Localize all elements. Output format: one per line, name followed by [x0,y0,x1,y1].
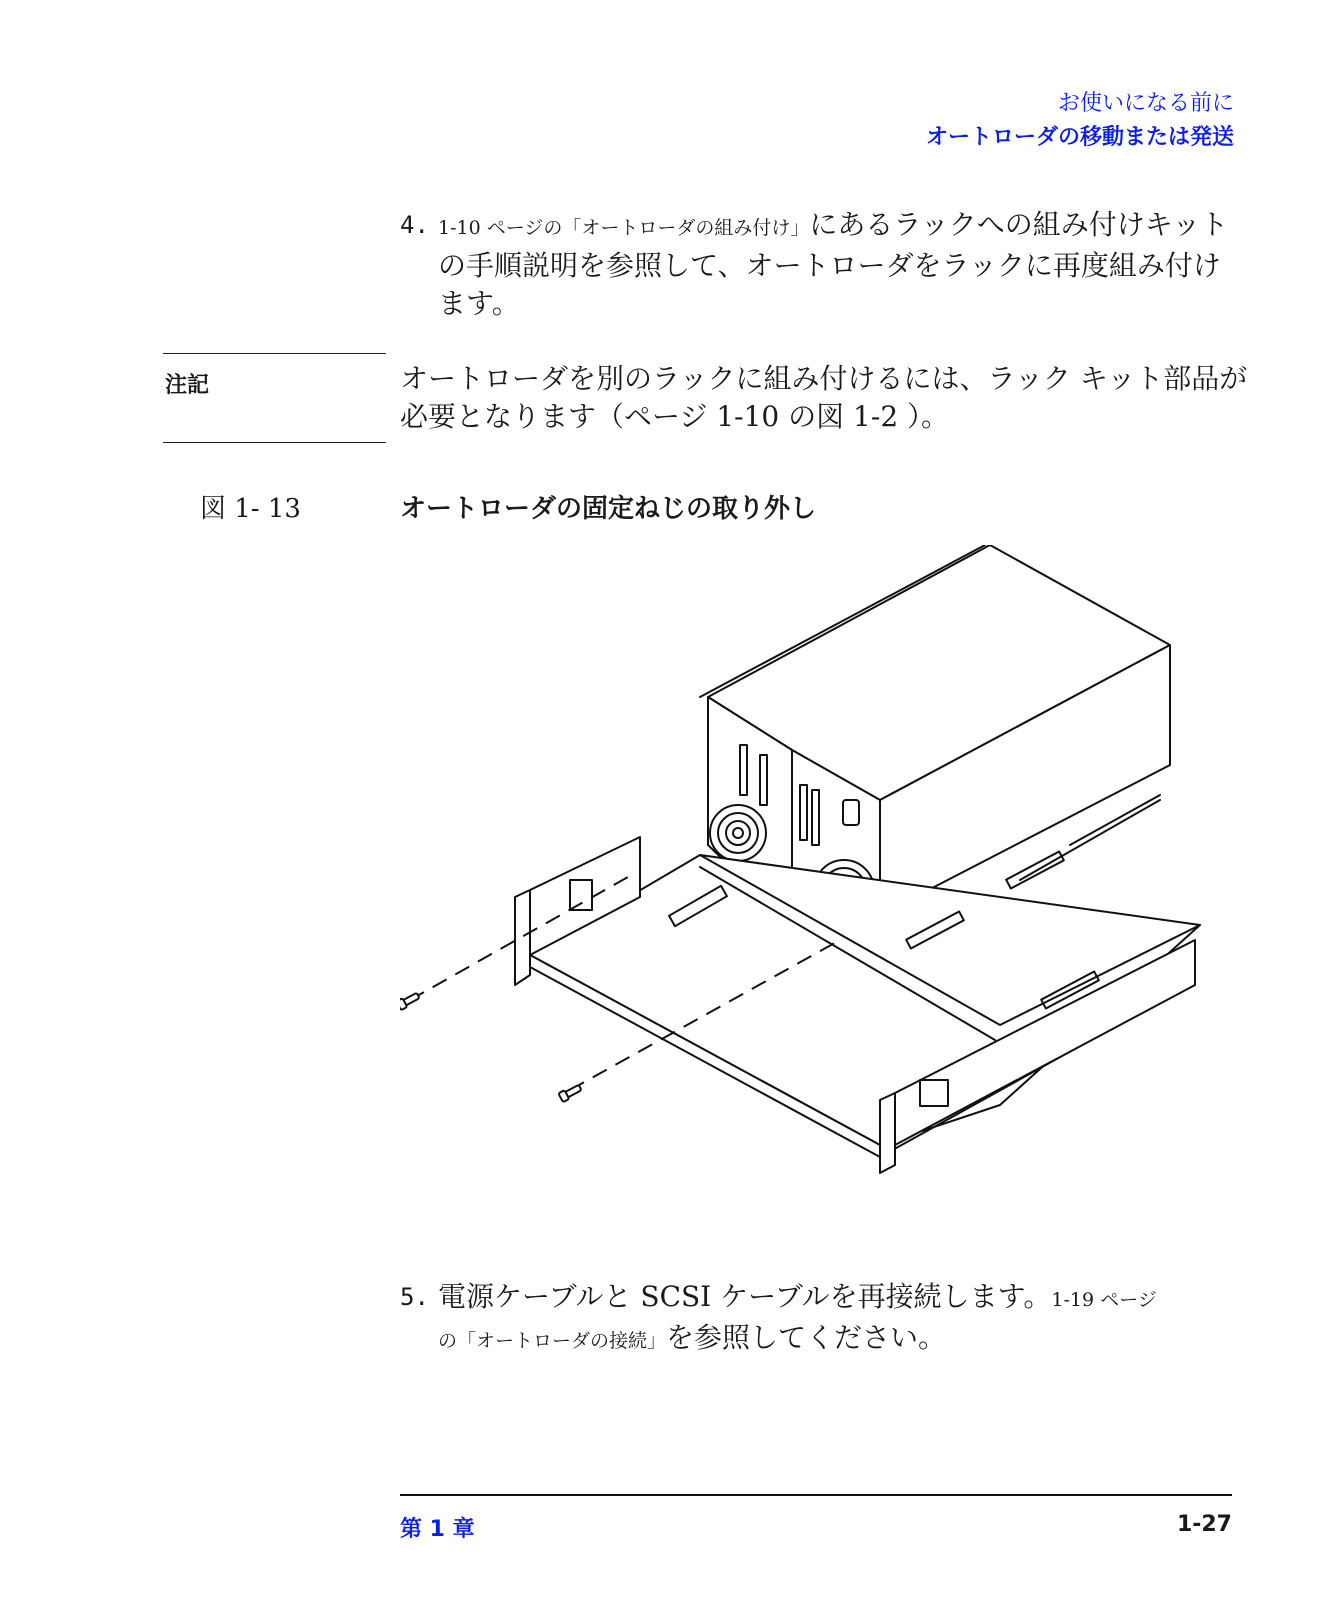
note-label: 注記 [165,373,210,398]
step-item [400,1278,1240,1360]
step-reference: 1-19 ページ [1051,1289,1157,1311]
header-section: お使いになる前に [1057,91,1234,116]
header-title: オートローダの移動または発送 [925,125,1234,150]
note-text: オートローダを別のラックに組み付けるには、ラック キット部品が必要となります（ページ 1-10 の図 1-2 ）。 [400,362,1248,433]
step-text: 電源ケーブルと SCSI ケーブルを再接続します。 [438,1280,1052,1313]
step-body [438,206,1240,323]
note-divider-top [163,353,386,354]
step-number: 4. [400,211,429,239]
rail-clip [1006,852,1064,889]
autoloader-illustration [400,545,1230,1205]
figure-label: 図 1- 13 [200,494,301,524]
rack-bracket-left [515,890,530,985]
step-reference: の「オートローダの接続」 [438,1330,667,1352]
step-text: にあるラックへの組み付けキットの手順説明を参照して、オートローダをラックに再度組み付けます。 [438,208,1229,320]
page-number: 1-27 [1176,1512,1232,1537]
step-text: を参照してください。 [666,1321,947,1354]
figure-title: オートローダの固定ねじの取り外し [400,494,817,524]
footer-chapter: 第 1 章 [400,1517,475,1542]
rack-bracket-right [880,1093,895,1173]
screw [400,991,420,1010]
step-reference: 1-10 ページの「オートローダの組み付け」 [438,217,810,239]
step-item [400,206,1240,323]
screw [558,1083,582,1102]
step-number: 5. [400,1283,429,1311]
footer-divider [400,1494,1232,1496]
note-divider-bottom [163,442,386,443]
step-body [438,1278,1240,1360]
